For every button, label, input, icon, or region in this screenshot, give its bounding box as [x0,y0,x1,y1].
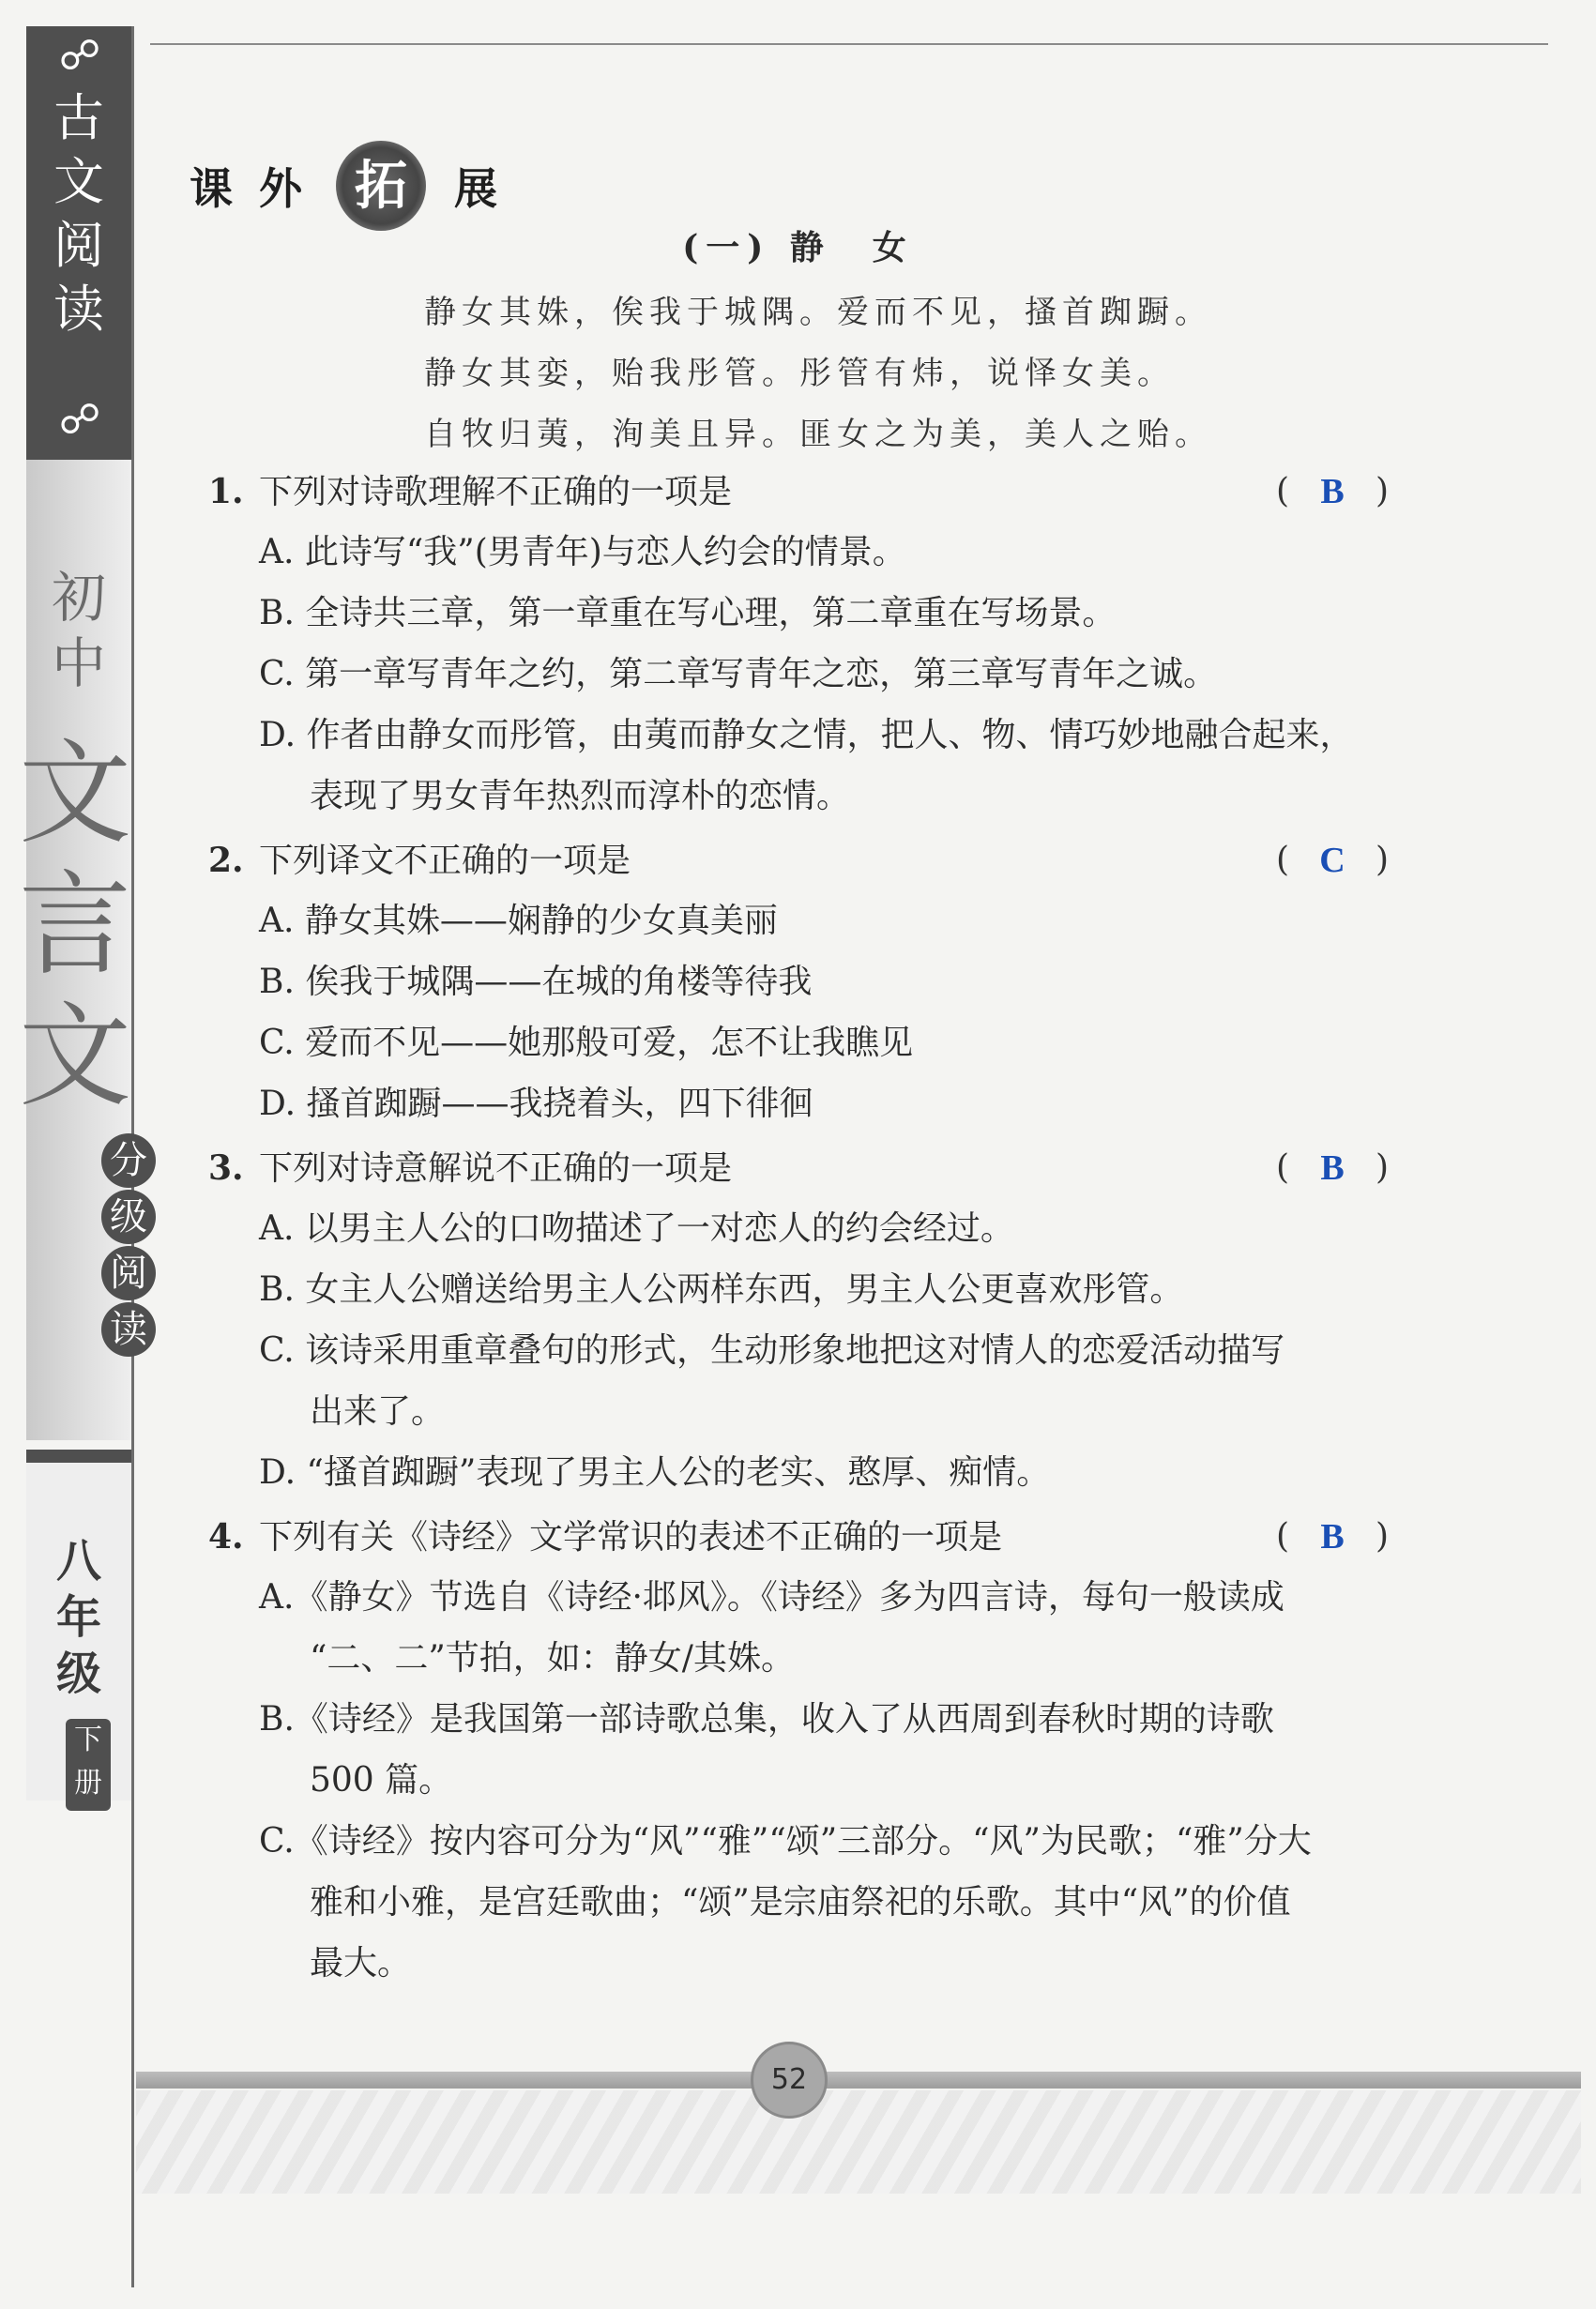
answer-field[interactable] [1276,1514,1389,1559]
option-continuation: 雅和小雅，是宫廷歌曲；“颂”是宗庙祭祀的乐歌。其中“风”的价值 [310,1883,1291,1922]
option: B. 俟我于城隅——在城的角楼等待我 [259,963,813,1001]
footer-band [136,2072,1581,2089]
question-text: 下列译文不正确的一项是 [259,842,631,880]
option: A. 静女其姝——娴静的少女真美丽 [259,902,778,940]
page-number: 52 [751,2042,828,2119]
answer-value: B [1320,1148,1345,1188]
answer-value: B [1320,1517,1345,1557]
answer-paren-close: ) [1375,1517,1389,1556]
grade-char: 级 [55,1648,101,1700]
answer-paren-open: ( [1276,472,1290,510]
footer-cloud-pattern [136,2090,1581,2194]
option: C. 爱而不见——她那般可爱，怎不让我瞧见 [259,1024,914,1062]
poem-line: 自牧归荑，洵美且异。匪女之为美，美人之贻。 [424,416,1212,453]
option: C.《诗经》按内容可分为“风”“雅”“颂”三部分。“风”为民歌；“雅”分大 [259,1822,1312,1861]
big-title-char: 言 [19,860,131,991]
option-continuation: 500 篇。 [310,1761,453,1800]
option: C. 该诗采用重章叠句的形式，生动形象地把这对情人的恋爱活动描写 [259,1331,1285,1370]
series-title-char: 文 [53,152,104,211]
level-char: 中 [51,631,106,695]
series-title-char: 古 [53,88,104,147]
poem-line: 静女其娈，贻我彤管。彤管有炜，说怿女美。 [424,355,1175,392]
question-number: 2. [208,841,244,880]
answer-paren-close: ) [1375,472,1389,510]
series-title-char: 读 [53,280,104,339]
section-seal: 拓 [336,141,426,231]
answer-paren-open: ( [1276,1517,1290,1556]
option: A. 此诗写“我”(男青年)与恋人约会的情景。 [259,533,906,571]
question-text: 下列有关《诗经》文学常识的表述不正确的一项是 [259,1518,1003,1557]
option: B. 女主人公赠送给男主人公两样东西，男主人公更喜欢彤管。 [259,1270,1184,1309]
option: C. 第一章写青年之约，第二章写青年之恋，第三章写青年之诚。 [259,655,1218,693]
answer-field[interactable] [1276,469,1389,514]
option: B. 全诗共三章，第一章重在写心理，第二章重在写场景。 [259,594,1117,632]
cloud-ornament-icon: ☍ [58,396,101,444]
option: D. 搔首踟蹰——我挠着头，四下徘徊 [259,1085,813,1123]
grade-char: 年 [55,1591,101,1644]
top-rule [150,43,1548,45]
option: B.《诗经》是我国第一部诗歌总集，收入了从西周到春秋时期的诗歌 [259,1700,1274,1739]
big-title-char: 文 [19,992,131,1122]
question-text: 下列对诗意解说不正确的一项是 [259,1149,733,1188]
question-number: 1. [208,472,244,511]
level-char: 初 [51,566,106,630]
volume-char: 下 [74,1724,102,1756]
question-number: 3. [208,1148,244,1188]
option: A.《静女》节选自《诗经·邶风》。《诗经》多为四言诗，每句一般读成 [259,1578,1284,1617]
question-text: 下列对诗歌理解不正确的一项是 [259,473,733,511]
answer-paren-open: ( [1276,841,1290,879]
answer-paren-close: ) [1375,1148,1389,1187]
section-heading-pre: 课 外 [190,163,309,214]
series-title-char: 阅 [53,216,104,275]
answer-paren-open: ( [1276,1148,1290,1187]
option: A. 以男主人公的口吻描述了一对恋人的约会经过。 [259,1209,1014,1248]
volume-badge [66,1719,111,1811]
question-stem [208,1514,1002,1560]
question-stem [208,469,732,515]
option-continuation: 出来了。 [310,1392,446,1431]
option-continuation: 最大。 [310,1944,412,1982]
tag-char: 分 [101,1133,156,1188]
option: D. “搔首踟蹰”表现了男主人公的老实、憨厚、痴情。 [259,1453,1051,1492]
question-stem [208,1146,732,1192]
answer-field[interactable] [1276,1146,1389,1191]
tag-char: 阅 [101,1246,156,1300]
volume-char: 册 [74,1767,102,1800]
grade-char: 八 [55,1535,101,1587]
answer-value: C [1319,841,1345,880]
tag-char: 读 [101,1302,156,1357]
poem-title: (一) 静 女 [682,228,914,267]
question-stem [208,838,631,884]
tag-char: 级 [101,1190,156,1244]
section-heading-post: 展 [454,163,504,214]
answer-paren-close: ) [1375,841,1389,879]
answer-value: B [1320,472,1345,511]
big-title-char: 文 [19,729,131,859]
section-heading [190,141,503,216]
cloud-ornament-icon: ☍ [58,32,101,80]
option-continuation: 表现了男女青年热烈而淳朴的恋情。 [310,777,851,815]
poem-line: 静女其姝，俟我于城隅。爱而不见，搔首踟蹰。 [424,294,1212,331]
option: D. 作者由静女而彤管，由荑而静女之情，把人、物、情巧妙地融合起来， [259,716,1354,754]
answer-field[interactable] [1276,838,1389,883]
question-number: 4. [208,1517,244,1557]
option-continuation: “二、二”节拍，如：静女/其姝。 [310,1639,795,1678]
